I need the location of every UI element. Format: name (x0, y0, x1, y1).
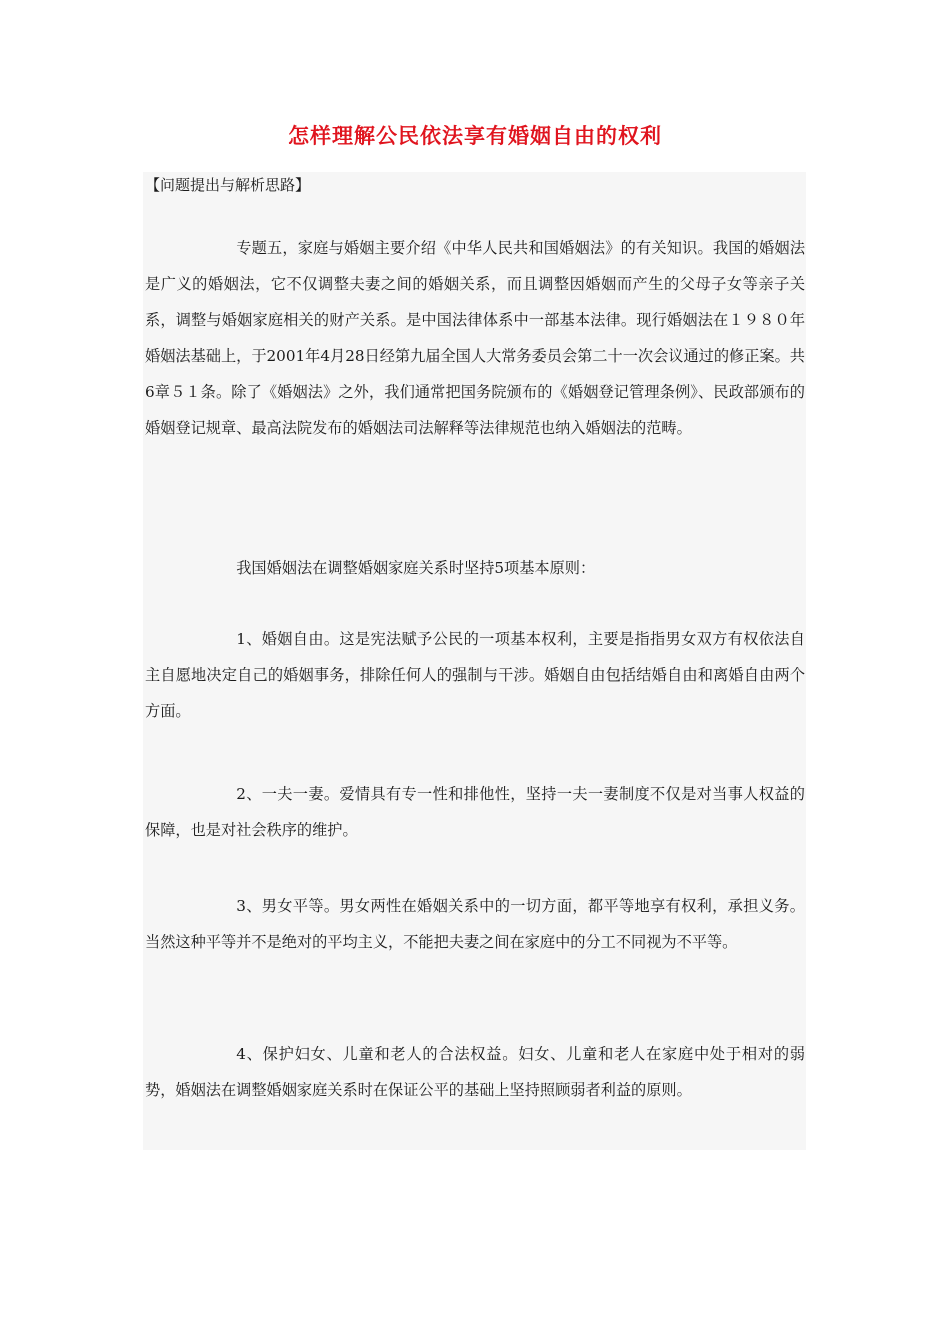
paragraph-intro: 专题五，家庭与婚姻主要介绍《中华人民共和国婚姻法》的有关知识。我国的婚姻法是广义的婚姻法，它不仅调整夫妻之间的婚姻关系，而且调整因婚姻而产生的父母子女等亲子关系，调整与婚姻家庭相关的财产关系。是中国法律体系中一部基本法律。现行婚姻法在１９８０年婚姻法基础上，于2001年4月28日经第九届全国人大常务委员会第二十一次会议通过的修正案。共6章５１条。除了《婚姻法》之外，我们通常把国务院颁布的《婚姻登记管理条例》、民政部颁布的婚姻登记规章、最高法院发布的婚姻法司法解释等法律规范也纳入婚姻法的范畴。 (145, 239, 805, 437)
paragraph-principle-4: 4、保护妇女、儿童和老人的合法权益。妇女、儿童和老人在家庭中处于相对的弱势，婚姻法在调整婚姻家庭关系时在保证公平的基础上坚持照顾弱者利益的原则。 (145, 1045, 805, 1099)
paragraph-principle-1: 1、婚姻自由。这是宪法赋予公民的一项基本权利，主要是指指男女双方有权依法自主自愿地决定自己的婚姻事务，排除任何人的强制与干涉。婚姻自由包括结婚自由和离婚自由两个方面。 (145, 630, 805, 720)
section-label: 【问题提出与解析思路】 (145, 176, 311, 194)
paragraph-principle-2: 2、一夫一妻。爱情具有专一性和排他性，坚持一夫一妻制度不仅是对当事人权益的保障，也是对社会秩序的维护。 (145, 785, 805, 839)
content-panel (143, 172, 806, 1150)
paragraph-principles-intro: 我国婚姻法在调整婚姻家庭关系时坚持5项基本原则： (236, 559, 596, 577)
paragraph-principle-3: 3、男女平等。男女两性在婚姻关系中的一切方面，都平等地享有权利，承担义务。当然这种平等并不是绝对的平均主义，不能把夫妻之间在家庭中的分工不同视为不平等。 (145, 897, 805, 951)
document-title: 怎样理解公民依法享有婚姻自由的权利 (288, 123, 662, 148)
